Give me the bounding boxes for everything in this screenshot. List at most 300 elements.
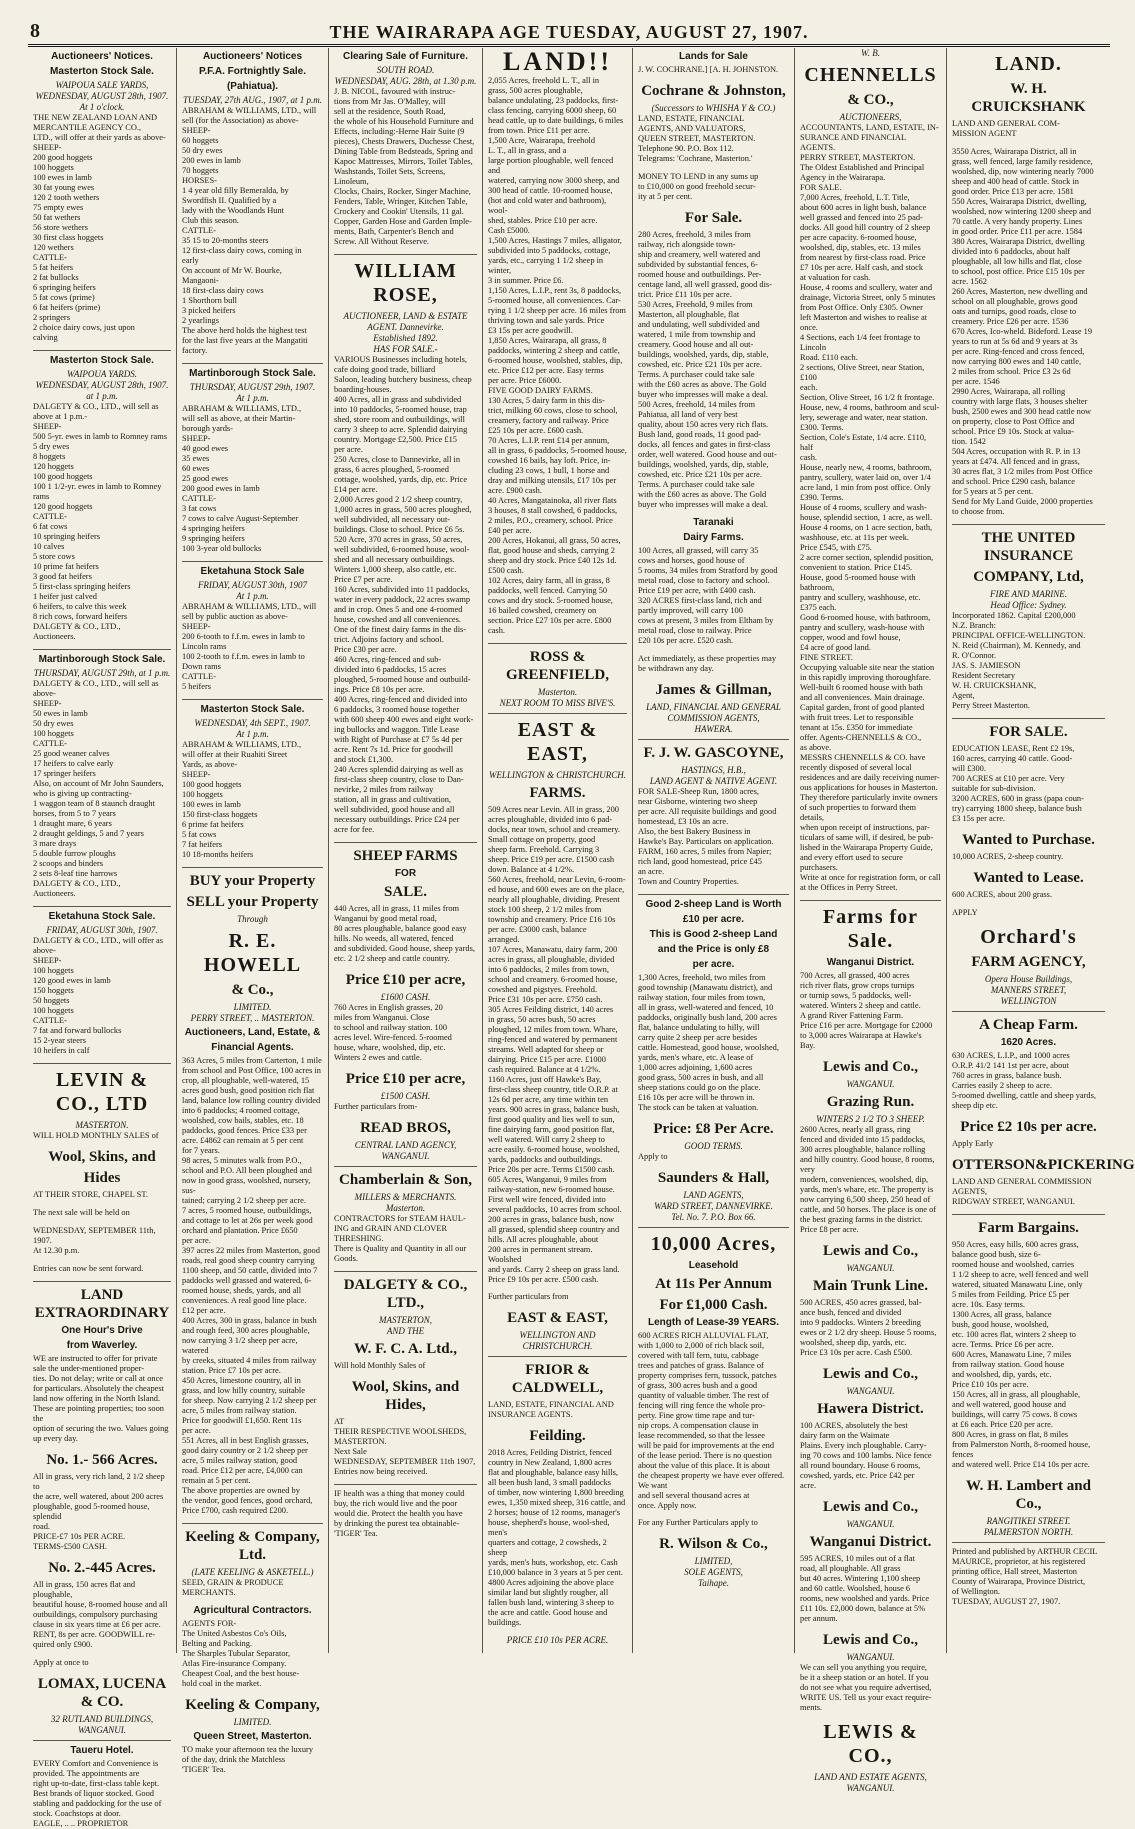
column-2	[176, 48, 328, 1774]
ad-large-heading: F. J. W. GASCOYNE,	[643, 745, 784, 761]
text-line: and subdivided. Good house, sheep yards,	[334, 944, 475, 953]
ad-body	[952, 1051, 1105, 1111]
text-line: 1,000 acres in grass, 500 acres ploughed,	[334, 505, 472, 514]
text-line: will £300.	[952, 764, 986, 773]
column-3	[328, 48, 482, 1653]
text-line: offer. Agents-CHENNELLS & CO.,	[800, 733, 922, 742]
text-line: shed, stables. Price £10 per acre.	[488, 216, 598, 225]
text-line	[33, 1200, 171, 1208]
text-line: modern, conveniences, woolshed, dip,	[800, 1175, 929, 1184]
text-line: 6-roomed house, woolshed, stables, dip,	[488, 356, 623, 365]
text-line: yards, etc., carrying 1 1/2 sheep in winter,	[488, 256, 604, 275]
text-line: Town and Country Properties.	[638, 877, 739, 886]
text-line: and every effort used to secure purchasers.	[800, 853, 903, 872]
ad-body	[33, 113, 171, 343]
text-line: and sell several thousand acres at	[638, 1491, 750, 1500]
text-line: to choose from.	[952, 507, 1005, 516]
ad-large-heading: Saunders & Hall,	[657, 1170, 770, 1186]
text-line: at valuation for cash.	[800, 273, 871, 282]
ad-large-heading: THE UNITED INSURANCE	[981, 530, 1076, 564]
text-line: into 9 paddocks. Winters 2 breeding	[800, 1318, 921, 1327]
text-line: 300 head of cattle. 10-roomed house,	[488, 186, 613, 195]
text-line: All in grass, 150 acres flat and ploughable,	[33, 1580, 136, 1599]
text-line: 1,150 Acres, L.I.P., rent 3s, 8 paddocks,	[488, 286, 622, 295]
text-line: 102 Acres, dairy farm, all in grass, 8	[488, 576, 610, 585]
text-line: of Wellington.	[952, 1587, 1001, 1596]
text-line: CATTLE-	[33, 512, 67, 521]
ad-heading: Taranaki	[693, 517, 734, 528]
column-6	[794, 48, 946, 1793]
ad-large-heading: No. 1.- 566 Acres.	[46, 1452, 158, 1468]
ad-subheading: FRIDAY, AUGUST 30th, 1907	[197, 580, 308, 590]
text-line: down. Balance at 4 1/2%.	[488, 865, 575, 874]
text-line: ABRAHAM & WILLIAMS, LTD.,	[182, 404, 302, 413]
text-line: pantry, scullery, water laid on, over 1/4	[800, 473, 931, 482]
text-line: Price £8 per acre.	[800, 1225, 859, 1234]
text-line: 12 first-class dairy cows, coming in	[182, 246, 302, 255]
ad-large-heading: Price £10 per acre,	[345, 972, 466, 988]
ad-body	[952, 611, 1105, 711]
text-line: £375 each.	[800, 603, 837, 612]
text-line: 8 rich cows, forward heifers	[33, 612, 128, 621]
text-line: crop, all ploughable, well-watered, 15	[182, 1076, 310, 1085]
text-line: 50 dry ewes	[182, 146, 223, 155]
text-line: DALGETY & CO., LTD., will sell as	[33, 679, 159, 688]
ad-body	[800, 1298, 941, 1358]
text-line: remain at 5 per cent.	[182, 1476, 251, 1485]
ad-subheading: HASTINGS, H.B.,	[681, 765, 746, 775]
text-line: 100 good hoggets	[182, 780, 242, 789]
text-line: Price £7 per acre.	[334, 575, 393, 584]
text-line: At 12.30 p.m.	[33, 1246, 80, 1255]
text-line: 10 springing heifers	[33, 532, 100, 541]
text-line: of the day, drink the Matchless	[182, 1755, 286, 1764]
text-line: or turnip sows, 5 paddocks, well-	[800, 991, 912, 1000]
text-line: now carrying 6,500 sheep, 250 head of	[800, 1195, 931, 1204]
text-line: 200 acres in grass, balance bush, now	[488, 1215, 615, 1224]
text-line: perty. Fine grow time rape and tur-	[638, 1411, 755, 1420]
ad-display-heading: Farms for Sale.	[822, 906, 919, 952]
ad-subheading: Tel. No. 7. P.O. Box 66.	[671, 1212, 756, 1222]
text-line: 2018 Acres, Feilding District, fenced	[488, 1448, 612, 1457]
text-line: who is giving up contracting-	[33, 789, 132, 798]
text-line: 2600 Acres, nearly all grass, ring	[800, 1125, 911, 1134]
text-line: 60 ewes	[182, 464, 210, 473]
text-line: cows at present, 3 miles from Eltham by	[638, 616, 774, 625]
ad-large-heading: Lewis and Co.,	[822, 1632, 919, 1648]
text-line: paddocks well grassed and watered, 6-	[182, 1276, 312, 1285]
ad-subheading: NEXT ROOM TO MISS BIVE'S.	[499, 698, 616, 708]
text-line: AT THEIR STORE, CHAPEL ST.	[33, 1190, 148, 1199]
ad-subheading: FIRE AND MARINE.	[989, 589, 1068, 599]
ad-heading: Good 2-sheep Land is Worth	[645, 899, 782, 910]
text-line: paddocks, good fences. Price £33 per	[182, 1126, 307, 1135]
text-line: 5 store cows	[33, 552, 75, 561]
text-line: hold coal in the market.	[182, 1679, 262, 1688]
column-4	[482, 48, 632, 1653]
ad-subheading: WEDNESDAY, 4th SEPT., 1907.	[194, 718, 311, 728]
ad-subheading: At 1 o'clock.	[79, 102, 125, 112]
ad-body	[182, 1745, 323, 1775]
text-line: On account of Mr W. Bourke,	[182, 266, 282, 275]
text-line: acres ploughable, divided into 6 pad-	[488, 815, 613, 824]
text-line: 3 houses, 8 stall cowshed, 6 paddocks,	[488, 506, 618, 515]
text-line: 520 Acre, 370 acres in grass, 50 acres,	[334, 535, 463, 544]
ad-subheading: MASTERTON.	[75, 1120, 129, 1130]
text-line: FOR SALE.	[800, 183, 842, 192]
text-line: L. T., all in grass, and a	[488, 146, 567, 155]
text-line: Price £3 10s per acre. Cash £500.	[800, 1348, 913, 1357]
text-line: boarding-houses.	[334, 385, 392, 394]
ad-body	[638, 1152, 789, 1162]
text-line: by drinking the purest tea obtainable-	[334, 1519, 460, 1528]
text-line: convenient to station. Price £145.	[800, 563, 913, 572]
text-line: an acre.	[638, 867, 665, 876]
text-line: Telephone 90. P.O. Box 112.	[638, 144, 734, 153]
text-line: Agency in the Wairarapa.	[800, 173, 886, 182]
text-line: Capital garden, front of good planted	[800, 703, 925, 712]
text-line: R. O'Connor.	[952, 651, 997, 660]
ad-subheading: WARD STREET, DANNEVIRKE.	[654, 1201, 773, 1211]
text-line: arranged.	[488, 935, 520, 944]
text-line: Screw. All Without Reserve.	[334, 237, 430, 246]
text-line: acre. £4862 can remain at 5 per cent	[182, 1136, 304, 1145]
ad-large-heading: OTTERSON&PICKERING	[952, 1157, 1135, 1173]
column-rule	[334, 1271, 477, 1272]
text-line: 40 good ewes	[182, 444, 229, 453]
ad-large-heading: ROSS & GREENFIELD,	[506, 649, 609, 683]
ad-body	[488, 1400, 627, 1420]
text-line: Price £10 10s per acre.	[952, 1380, 1029, 1389]
text-line: 260 Acres, Masterton, new dwelling and	[952, 287, 1088, 296]
ad-body	[334, 87, 477, 247]
text-line: will offer at their Ruahiti Street	[182, 750, 288, 759]
text-line: and hilly country. Good house, 8 rooms, very	[800, 1155, 935, 1174]
text-line: Entries can now be sent forward.	[33, 1264, 144, 1273]
text-line: hills. All acres ploughable, about	[488, 1235, 599, 1244]
text-line: 440 Acres, all in grass, 11 miles from	[334, 904, 460, 913]
text-line: 5 rooms, 34 miles from Stratford by good	[638, 566, 778, 575]
ad-subheading: WANGANUI.	[846, 1783, 895, 1793]
text-line: subdivided by substantial fences, 6-	[638, 260, 758, 269]
text-line: ewes, 1,350 mixed sheep, 316 cattle, and	[488, 1498, 626, 1507]
text-line: Swordfish II. Qualified by a	[182, 196, 277, 205]
text-line: buildings, woolshed, yards, dip, stable,	[638, 350, 769, 359]
text-line: 6 prime fat heifers	[182, 820, 244, 829]
text-line: section. Price £27 10s per acre. £800 cash.	[488, 616, 612, 635]
text-line: nearly all ploughable, dividing. Present	[488, 895, 620, 904]
text-line: 150 first-class hoggets	[182, 810, 258, 819]
ad-body	[638, 114, 789, 202]
text-line: several paddocks, 10 acres from school.	[488, 1205, 622, 1214]
text-line: Carries easily 2 sheep to acre.	[952, 1081, 1052, 1090]
text-line: 7,000 Acres, freehold, L.T. Title,	[800, 193, 910, 202]
text-line: acre. Rent 7s 1d. Price for goodwill	[334, 745, 454, 754]
text-line: 4 springing heifers	[182, 524, 245, 533]
column-rule	[952, 1542, 1105, 1543]
text-line: acre for fee.	[334, 825, 375, 834]
text-line: Will hold Monthly Sales of	[334, 1361, 426, 1370]
text-line: shed and all necessary outbuildings.	[334, 555, 455, 564]
text-line: £16 10s per acre will be thrown in.	[638, 1093, 755, 1102]
text-line: QUEEN STREET, MASTERTON.	[638, 134, 756, 143]
text-line: dairying. Price £15 per acre. £1000	[488, 1055, 606, 1064]
text-line: 15 2-year steers	[33, 1036, 87, 1045]
text-line: 305 Acres Feilding district, 140 acres	[488, 1005, 614, 1014]
text-line: 2 springers	[33, 313, 70, 322]
text-line: near Gisborne, wintering two sheep	[638, 797, 758, 806]
text-line: Winters 1,000 sheep, also cattle, etc.	[334, 565, 457, 574]
ad-subheading: AUCTIONEERS,	[839, 112, 902, 122]
text-line: copper, wood and fowl house,	[800, 633, 901, 642]
ad-subheading: At 1 p.m.	[236, 393, 269, 403]
text-line: to school, post office. Price £15 10s per	[952, 267, 1085, 276]
text-line: 630 ACRES, L.I.P., and 1000 acres	[952, 1051, 1070, 1060]
ad-body	[952, 852, 1105, 862]
text-line: cash.	[800, 453, 817, 462]
text-line: 3 in summer. Price £6.	[488, 276, 564, 285]
ad-subheading: HAWERA.	[694, 724, 733, 734]
text-line: for the last five years at the Mangatiti	[182, 336, 308, 345]
text-line: cluding 23 cows, 1 bull, 1 horse and	[488, 466, 610, 475]
text-line: 75 empty ewes	[33, 203, 84, 212]
text-line: and well watered, good house and	[952, 1400, 1066, 1409]
text-line: sale the under-mentioned proper-	[33, 1364, 145, 1373]
text-line: buyer who impresses will make a deal.	[638, 500, 769, 509]
text-line: First well wire fenced, divided into	[488, 1195, 606, 1204]
ad-large-heading: Lewis and Co.,	[822, 1499, 919, 1515]
text-line: first good quality and lies well to sun,	[488, 1115, 615, 1124]
text-line: roomed house and woolshed, carries	[952, 1260, 1075, 1269]
text-line: House, nearly new, 4 rooms, bathroom,	[800, 463, 932, 472]
text-line: House, good 5-roomed house with bathroom,	[800, 573, 916, 592]
text-line: 2 sets 8-leaf tine harrows	[33, 869, 118, 878]
text-line: 10,000 ACRES, 2-sheep country.	[952, 852, 1064, 861]
ad-body	[182, 740, 323, 860]
text-line: 460 Acres, ring-fenced and sub-	[334, 655, 442, 664]
text-line: 600 Acres, Manawatu Line, 7 miles	[952, 1350, 1072, 1359]
text-line: flat, good house and sheds, carrying 2	[488, 546, 615, 555]
text-line: Clocks, Chairs, Rocker, Singer Machine,	[334, 187, 471, 196]
text-line: RENT, 8s per acre. GOODWILL re-	[33, 1630, 156, 1639]
text-line: Terms. A purchaser could take sale	[638, 480, 755, 489]
ad-subheading: MILLERS & MERCHANTS.	[354, 1192, 457, 1202]
text-line: all in grass, well-watered and fenced, 10	[638, 1003, 774, 1012]
text-line: 10 prime fat heifers	[33, 562, 99, 571]
ad-subheading: MANNERS STREET,	[990, 985, 1067, 995]
ad-large-heading: FOR SALE.	[989, 724, 1068, 740]
text-line: etc. 100 acres flat, winters 2 sheep to	[952, 1330, 1076, 1339]
text-line: Cheapest Coal, and the best house-	[182, 1669, 300, 1678]
text-line: INSURANCE AGENTS.	[488, 1410, 573, 1419]
text-line: ABRAHAM & WILLIAMS, LTD., will	[182, 106, 317, 115]
text-line: 760 Acres in English grasses, 20	[334, 1003, 443, 1012]
ad-body	[638, 973, 789, 1113]
text-line: The above properties are owned by	[182, 1486, 300, 1495]
text-line: trict. Price £11 10s per acre.	[638, 290, 732, 299]
text-line: good grass, 500 acres in bush, and all	[638, 1073, 764, 1082]
ad-body	[33, 1354, 171, 1444]
text-line: horses, from 5 to 7 years	[33, 809, 116, 818]
text-line: clause in six years time at £6 per acre.	[33, 1620, 161, 1629]
ad-large-heading: Keeling & Company,	[185, 1697, 320, 1713]
text-line: 30 acres flat, 3 1/2 miles from Post Office	[952, 467, 1093, 476]
text-line: 10 heifers in calf	[33, 1046, 90, 1055]
text-line: HORSES-	[182, 176, 217, 185]
text-line: oats and turnips, good roads, close to	[952, 307, 1077, 316]
text-line: SHEEP-	[182, 434, 211, 443]
ad-display-heading: EAST & EAST,	[517, 719, 598, 765]
text-line: and watered well. Price £14 10s per acre.	[952, 1460, 1090, 1469]
text-line: and 60 cattle. Woolshed, house 6	[800, 1584, 911, 1593]
text-line: LAND AND GENERAL COM-	[952, 119, 1060, 128]
text-line: Hawke's Bay. Particulars on application.	[638, 837, 774, 846]
text-line: AGENTS FOR-	[182, 1619, 237, 1628]
text-line: up every day.	[33, 1434, 78, 1443]
text-line: buildings. Close to school. Price £6 5s.	[334, 525, 465, 534]
ad-body	[182, 1056, 323, 1516]
text-line: TO make your afternoon tea the luxury	[182, 1745, 314, 1754]
text-line: acre, 5 miles railway station, good	[182, 1456, 298, 1465]
text-line: 2 fat bullocks	[33, 273, 79, 282]
column-rule	[334, 1484, 477, 1485]
text-line: 3 picked heifers	[182, 306, 236, 315]
ad-subheading: WINTERS 2 1/2 TO 3 SHEEP.	[816, 1114, 925, 1124]
column-1	[28, 48, 176, 1828]
columns-container	[28, 47, 1135, 1828]
text-line: 100 Acres, all grassed, will carry 35	[638, 546, 759, 555]
ad-body	[182, 1578, 323, 1598]
ad-subheading: THURSDAY, AUGUST 29th, 1907.	[189, 382, 316, 392]
ad-subheading: THURSDAY, AUGUST 29th, at 1 p.m.	[33, 668, 171, 678]
ad-heading: Lands for Sale	[679, 51, 748, 62]
ad-subheading: LIMITED.	[233, 1717, 272, 1727]
text-line: lady with the Woodlands Hunt	[182, 206, 284, 215]
text-line: ship and creamery, well watered and	[638, 250, 761, 259]
text-line: House, 4 rooms and scullery, water and	[800, 283, 933, 292]
text-line: partly improved, will carry 100	[638, 606, 743, 615]
ad-heading: Agricultural Contractors.	[193, 1605, 312, 1616]
ad-subheading: LIMITED.	[233, 1002, 272, 1012]
ad-body	[952, 1139, 1105, 1149]
text-line: £20 10s per acre. £520 cash.	[638, 636, 734, 645]
text-line: LAND, ESTATE, FINANCIAL AND	[488, 1400, 614, 1409]
text-line: 6 paddocks, 3 roomed house together	[334, 705, 460, 714]
text-line: Effects, including:-Herne Hair Suite (9	[334, 127, 465, 136]
text-line: 30 fat young ewes	[33, 183, 95, 192]
text-line: SHEEP-	[182, 622, 211, 631]
text-line: 120 2 tooth wethers	[33, 193, 100, 202]
text-line: 2 scoops and binders	[33, 859, 104, 868]
text-line: 200 good ewes in lamb	[182, 484, 260, 493]
text-line: woolshed, sheep dip, yards, etc.	[800, 1338, 907, 1347]
text-line: 100 good hoggets	[33, 472, 93, 481]
text-line: sell at the residence, South Road,	[334, 107, 446, 116]
column-rule	[952, 718, 1105, 719]
text-line: 120 good ewes in lamb	[33, 976, 111, 985]
ad-subheading: AND THE	[386, 1326, 425, 1336]
ad-body	[800, 1125, 941, 1235]
text-line: per acre. Ring-fenced and cross fenced,	[952, 347, 1085, 356]
ad-body	[952, 744, 1105, 824]
text-line: Down rams	[182, 662, 221, 671]
text-line: 35 15 to 20-months steers	[182, 236, 269, 245]
text-line: FINE STREET.	[800, 653, 853, 662]
text-line: with 600 sheep 400 ewes and eight work-	[334, 715, 474, 724]
text-line: For any Further Particulars apply to	[638, 1518, 758, 1527]
text-line: ity at 5 per cent.	[638, 192, 693, 201]
text-line: acre, 5 miles from railway station.	[182, 1406, 297, 1415]
text-line: Dining Table from Bedsteads, Spring and	[334, 147, 473, 156]
ad-heading: Masterton Stock Sale.	[50, 66, 154, 77]
text-line: to school and railway station. 100	[334, 1023, 448, 1032]
ad-large-heading: Main Trunk Line.	[813, 1278, 928, 1294]
text-line: 3550 Acres, Wairarapa District, all in	[952, 147, 1077, 156]
text-line: 4800 Acres adjoining the above place	[488, 1578, 614, 1587]
text-line: etc. 2 1/2 sheep and cattle country.	[334, 954, 450, 963]
ad-heading: Eketahuna Stock Sale	[200, 566, 305, 577]
ad-large-heading: No. 2.-445 Acres.	[48, 1560, 156, 1576]
text-line: similar land but slightly rougher, all	[488, 1588, 609, 1597]
text-line: (hot and cold water and bathroom), wool-	[488, 196, 607, 215]
text-line: Crockery and Cookin' Utensils, 11 gal.	[334, 207, 464, 216]
ad-heading: Masterton Stock Sale.	[200, 704, 305, 715]
text-line: One of the finest dairy farms in the dis-	[334, 625, 467, 634]
text-line: ous applications for houses in Masterton.	[800, 783, 938, 792]
text-line: per acre.	[182, 1236, 211, 1245]
text-line: They therefore particularly invite owners	[800, 793, 938, 802]
text-line: 50 ewes in lamb	[33, 709, 88, 718]
text-line: FARM, 160 acres, 5 miles from Napier;	[638, 847, 772, 856]
text-line: 595 ACRES, 10 miles out of a flat	[800, 1554, 915, 1563]
ad-subheading: WEDNESDAY, AUGUST 28th, 1907.	[35, 91, 169, 101]
ad-large-heading: DALGETY & CO., LTD.,	[343, 1277, 468, 1311]
text-line: £500 cash.	[488, 566, 524, 575]
text-line: for particulars. Absolutely the cheapest	[33, 1384, 164, 1393]
text-line: MERCANTILE AGENCY CO.,	[33, 123, 142, 132]
text-line: good order. Price £13 per acre. 1581	[952, 187, 1074, 196]
text-line: of the lease period. There is no question	[638, 1451, 772, 1460]
ad-large-heading: Wool, Skins, and	[48, 1149, 156, 1165]
text-line: Road. £110 each.	[800, 353, 858, 362]
text-line: for 5 years at 5 per cent.	[952, 487, 1034, 496]
ad-body	[182, 106, 323, 356]
text-line: ABRAHAM & WILLIAMS, LTD.,	[182, 740, 302, 749]
text-line: 500 Acres, freehold, 14 miles from	[638, 400, 755, 409]
text-line: 2,000 Acres good 2 1/2 sheep country,	[334, 495, 463, 504]
text-line: docks, all fences and gates in first-class	[638, 440, 771, 449]
text-line: There is Quality and Quantity in all our	[334, 1244, 467, 1253]
text-line: 400 Acres, ring-fenced and divided into	[334, 695, 468, 704]
text-line: VARIOUS Businesses including hotels,	[334, 355, 467, 364]
text-line	[952, 139, 1105, 147]
text-line: into 6 paddocks; 4 roomed cottage,	[182, 1106, 300, 1115]
text-line: 200 6-tooth to f.f.m. ewes in lamb to	[182, 632, 305, 641]
text-line: 530 Acres, Freehold, 9 miles from	[638, 300, 753, 309]
text-line: 50 dry ewes	[33, 719, 74, 728]
text-line: 8 hoggets	[33, 452, 66, 461]
text-line: fallen bush land, wintering 3 sheep to	[488, 1598, 614, 1607]
ad-display-heading: LEVIN & CO., LTD	[55, 1069, 149, 1115]
text-line: in good order. Price £11 per acre. 1584	[952, 227, 1083, 236]
text-line: lished in the Wairarapa Property Guide,	[800, 843, 933, 852]
text-line: 100 hoggets	[33, 163, 74, 172]
text-line: 2 draught geldings, 5 and 7 years	[33, 829, 144, 838]
text-line: IF health was a thing that money could	[334, 1489, 465, 1498]
text-line: provided. The appointments are	[33, 1769, 140, 1778]
text-line: ed house, and 600 ewes are on the place,	[488, 885, 625, 894]
text-line: acre. Terms. Price £6 per acre.	[952, 1340, 1054, 1349]
